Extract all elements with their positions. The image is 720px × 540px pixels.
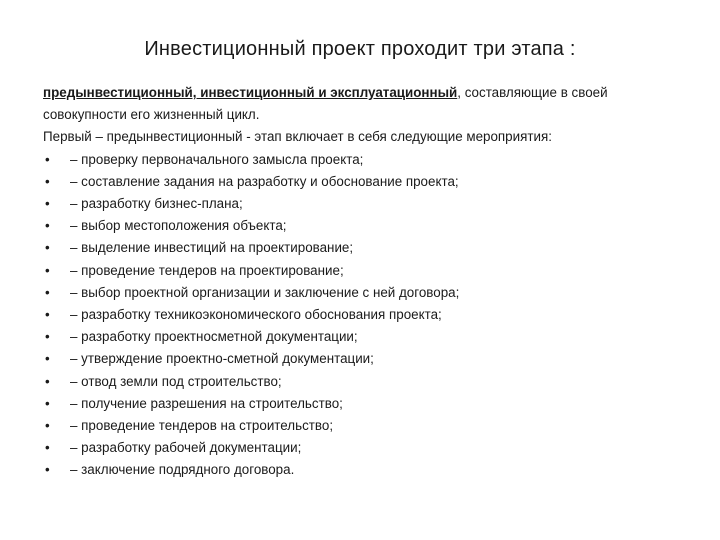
first-stage-text: Первый – предынвестиционный - этап включает в себя следующие мероприятия: <box>43 129 552 145</box>
list-item <box>43 371 683 393</box>
list-item-text: – утверждение проектно-сметной документации; <box>70 351 374 367</box>
measures-list <box>43 149 683 482</box>
list-item <box>43 149 683 171</box>
list-item-text: – составление задания на разработку и обоснование проекта; <box>70 173 459 189</box>
list-item <box>43 260 683 282</box>
list-item <box>43 215 683 237</box>
list-item <box>43 304 683 326</box>
list-item-text: – разработку рабочей документации; <box>70 440 302 456</box>
list-item-text: – отвод земли под строительство; <box>70 373 282 389</box>
intro-paragraph <box>43 82 683 104</box>
list-item <box>43 459 683 481</box>
bullet-icon: • <box>45 262 50 278</box>
bullet-icon: • <box>45 218 50 234</box>
list-item-text: – получение разрешения на строительство; <box>70 395 343 411</box>
list-item-text: – выделение инвестиций на проектирование; <box>70 240 354 256</box>
bullet-icon: • <box>45 373 50 389</box>
stages-emphasis: предынвестиционный, инвестиционный и эксплуатационный <box>43 85 458 100</box>
bullet-icon: • <box>45 284 50 300</box>
list-item <box>43 415 683 437</box>
bullet-icon: • <box>45 307 50 323</box>
intro-line-2: совокупности его жизненный цикл. <box>43 107 260 123</box>
list-item-text: – разработку проектносметной документации; <box>70 329 358 345</box>
bullet-icon: • <box>45 196 50 212</box>
bullet-icon: • <box>45 440 50 456</box>
bullet-icon: • <box>45 351 50 367</box>
list-item-text: – заключение подрядного договора. <box>70 462 295 478</box>
list-item <box>43 282 683 304</box>
bullet-icon: • <box>45 173 50 189</box>
slide-body <box>43 82 683 482</box>
list-item <box>43 237 683 259</box>
list-item <box>43 393 683 415</box>
list-item-text: – разработку бизнес-плана; <box>70 196 243 212</box>
list-item <box>43 171 683 193</box>
list-item-text: – проведение тендеров на строительство; <box>70 418 334 434</box>
list-item <box>43 326 683 348</box>
list-item-text: – выбор проектной организации и заключение с ней договора; <box>70 284 460 300</box>
list-item-text: – выбор местоположения объекта; <box>70 218 287 234</box>
list-item <box>43 437 683 459</box>
bullet-icon: • <box>45 418 50 434</box>
list-item-text: – проведение тендеров на проектирование; <box>70 262 344 278</box>
list-item <box>43 193 683 215</box>
bullet-icon: • <box>45 462 50 478</box>
bullet-icon: • <box>45 329 50 345</box>
bullet-icon: • <box>45 395 50 411</box>
list-item-text: – разработку техникоэкономического обоснования проекта; <box>70 307 442 323</box>
bullet-icon: • <box>45 240 50 256</box>
intro-rest: , составляющие в своей <box>457 85 608 100</box>
slide-title: Инвестиционный проект проходит три этапа : <box>144 38 576 60</box>
list-item-text: – проверку первоначального замысла проекта; <box>70 151 364 167</box>
bullet-icon: • <box>45 151 50 167</box>
list-item <box>43 348 683 370</box>
